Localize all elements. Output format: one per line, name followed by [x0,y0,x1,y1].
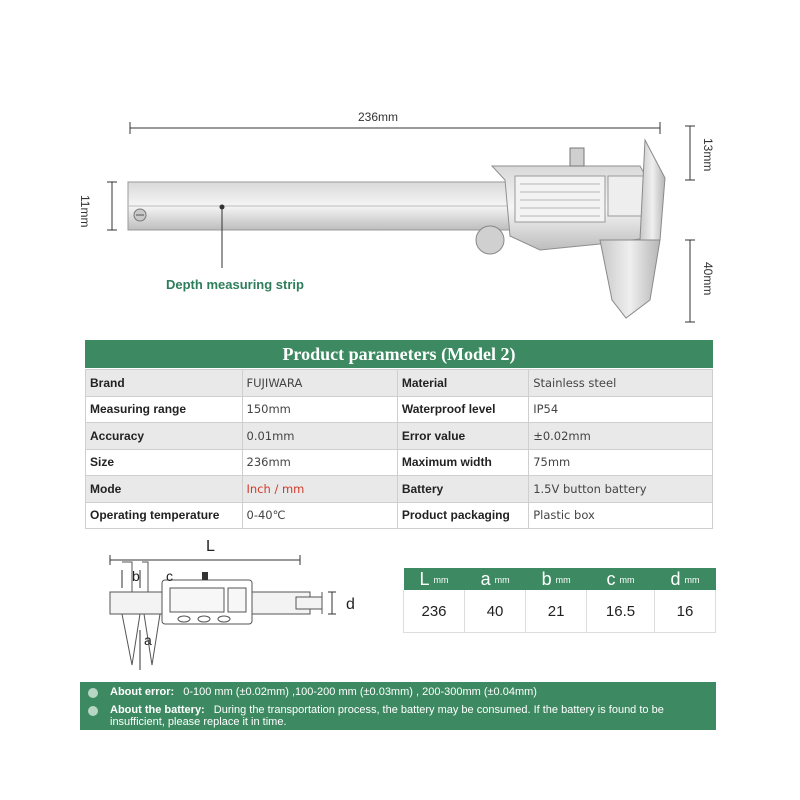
params-row [86,502,713,529]
depth-strip-label: Depth measuring strip [166,277,304,292]
param-key: Size [86,449,243,476]
params-row [86,396,713,423]
dims-header [404,568,465,590]
param-value: 0.01mm [242,423,397,450]
param-value: Inch / mm [242,476,397,503]
dims-header [654,568,715,590]
jaw-height-label: 40mm [701,262,715,296]
param-value: 75mm [529,449,713,476]
param-value: 0-40℃ [242,502,397,529]
bullet-icon [88,688,98,698]
dims-header [465,568,526,590]
diagram-label-a: a [144,632,152,648]
caliper-drawing [0,0,800,335]
param-value: 150mm [242,396,397,423]
dims-value: 16.5 [587,590,655,633]
param-key: Accuracy [86,423,243,450]
dims-value: 16 [654,590,715,633]
bullet-icon [88,706,98,716]
dims-header-letter: b [541,568,552,589]
param-value: Stainless steel [529,370,713,397]
diagram-label-b: b [132,568,140,584]
param-key: Maximum width [397,449,528,476]
param-value: 1.5V button battery [529,476,713,503]
diagram-label-d: d [346,596,355,613]
diagram-drawing [100,540,370,675]
dims-header-letter: c [606,568,616,589]
left-height-label: 11mm [78,195,92,228]
dims-header-unit: mm [494,574,510,585]
param-key: Battery [397,476,528,503]
params-row [86,423,713,450]
dims-header-letter: L [419,568,430,589]
params-table [85,369,713,529]
diagram-label-l: L [206,538,215,555]
length-dimension-label: 236mm [358,110,399,124]
dims-header [526,568,587,590]
param-key: Waterproof level [397,396,528,423]
note-battery [88,704,708,730]
param-key: Error value [397,423,528,450]
param-key: Operating temperature [86,502,243,529]
param-value: 236mm [242,449,397,476]
dims-header [587,568,655,590]
params-row [86,449,713,476]
param-value: ±0.02mm [529,423,713,450]
dims-value: 40 [465,590,526,633]
dims-header-letter: d [670,568,681,589]
dims-value: 21 [526,590,587,633]
dims-header-unit: mm [684,574,700,585]
diagram-label-c: c [166,568,173,584]
dimension-diagram [100,540,370,675]
params-row [86,476,713,503]
param-key: Brand [86,370,243,397]
dims-header-unit: mm [555,574,571,585]
param-value: Plastic box [529,502,713,529]
dims-header-letter: a [480,568,491,589]
dimensions-table [403,568,716,633]
param-value: FUJIWARA [242,370,397,397]
dims-header-unit: mm [433,574,449,585]
note-error-label: About error: [110,686,175,698]
param-key: Material [397,370,528,397]
param-key: Product packaging [397,502,528,529]
note-battery-label: About the battery: [110,704,205,716]
notes-panel [80,682,716,730]
param-key: Mode [86,476,243,503]
caliper-illustration [0,0,800,335]
dims-header-unit: mm [619,574,635,585]
note-error-text: 0-100 mm (±0.02mm) ,100-200 mm (±0.03mm) , 200-300mm (±0.04mm) [183,686,537,698]
note-battery-text: During the transportation process, the battery may be consumed. If the battery is found to be insufficient, please replace it in time. [110,704,664,728]
right-top-height-label: 13mm [701,138,715,172]
params-row [86,370,713,397]
param-key: Measuring range [86,396,243,423]
param-value: IP54 [529,396,713,423]
dims-value: 236 [404,590,465,633]
params-title: Product parameters (Model 2) [85,340,713,368]
note-error [88,686,708,700]
